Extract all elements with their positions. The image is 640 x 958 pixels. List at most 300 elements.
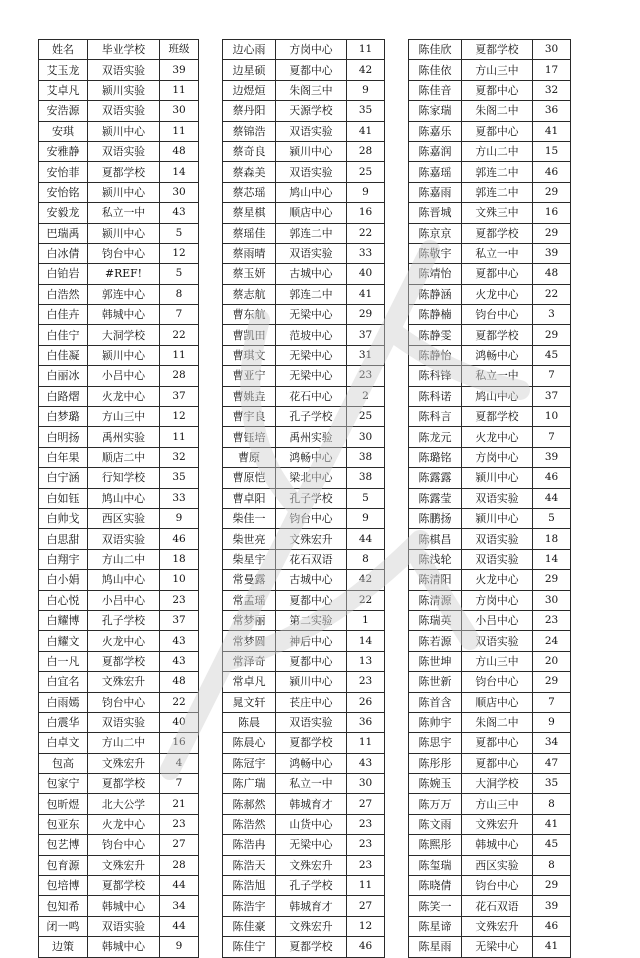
class-number: 9 (160, 508, 199, 528)
student-name: 安琪 (39, 121, 88, 141)
table-row (223, 203, 385, 223)
graduating-school: 夏都学校 (88, 162, 160, 182)
student-name: 陈鹏扬 (409, 508, 462, 528)
graduating-school: 小吕中心 (462, 610, 533, 630)
header-graduating-school: 毕业学校 (88, 40, 160, 60)
table-row (39, 712, 199, 732)
class-number: 27 (347, 794, 385, 814)
table-row (39, 325, 199, 345)
class-number: 18 (533, 529, 571, 549)
graduating-school: 禹州实验 (88, 427, 160, 447)
table-row (39, 835, 199, 855)
student-name: 白路熠 (39, 386, 88, 406)
table-row (223, 549, 385, 569)
student-name: 陈璐铭 (409, 447, 462, 467)
class-number: 36 (533, 101, 571, 121)
student-name: 常卓凡 (223, 672, 276, 692)
student-name: 陈佳音 (409, 80, 462, 100)
graduating-school: 古城中心 (276, 570, 347, 590)
graduating-school: 孔子学校 (276, 488, 347, 508)
graduating-school: 双语实验 (276, 243, 347, 263)
graduating-school: 鸠山中心 (88, 570, 160, 590)
student-name: 陈露莹 (409, 488, 462, 508)
table-row (409, 835, 571, 855)
class-number: 23 (347, 814, 385, 834)
table-row (39, 570, 199, 590)
table-row (409, 447, 571, 467)
table-row (223, 345, 385, 365)
graduating-school: 夏都学校 (276, 937, 347, 957)
class-number: 10 (533, 407, 571, 427)
class-number: 14 (160, 162, 199, 182)
graduating-school: 钧台中心 (88, 835, 160, 855)
class-number: 16 (160, 733, 199, 753)
class-number: 29 (533, 182, 571, 202)
table-row (409, 141, 571, 161)
student-name: 曹原恺 (223, 468, 276, 488)
header-row (39, 40, 199, 60)
class-number: 8 (347, 549, 385, 569)
graduating-school: 花石双语 (462, 896, 533, 916)
table-row (223, 774, 385, 794)
class-number: 40 (347, 264, 385, 284)
class-number: 11 (347, 876, 385, 896)
student-name: 陈静楠 (409, 305, 462, 325)
table-row (409, 549, 571, 569)
table-row (223, 80, 385, 100)
graduating-school: 朱阁二中 (462, 101, 533, 121)
table-row (39, 60, 199, 80)
student-name: 陈静怡 (409, 345, 462, 365)
table-row (39, 80, 199, 100)
student-name: 柴星宇 (223, 549, 276, 569)
table-row (409, 121, 571, 141)
class-number: 48 (160, 141, 199, 161)
table-row (409, 223, 571, 243)
student-name: 白耀文 (39, 631, 88, 651)
table-row (223, 651, 385, 671)
student-name: 陈浅轮 (409, 549, 462, 569)
table-row (39, 243, 199, 263)
graduating-school: 双语实验 (88, 712, 160, 732)
student-name: 陈浩天 (223, 855, 276, 875)
graduating-school: 西区实验 (462, 855, 533, 875)
class-number: 5 (347, 488, 385, 508)
table-row (223, 488, 385, 508)
table-row (39, 386, 199, 406)
class-number: 7 (160, 305, 199, 325)
graduating-school: 禹州实验 (276, 427, 347, 447)
graduating-school: 私立一中 (88, 203, 160, 223)
class-number: 9 (347, 80, 385, 100)
class-number: 5 (160, 223, 199, 243)
class-number: 14 (347, 631, 385, 651)
student-name: 蔡星棋 (223, 203, 276, 223)
student-name: 曹亚宁 (223, 366, 276, 386)
student-name: 蔡玉妍 (223, 264, 276, 284)
graduating-school: 大洞学校 (88, 325, 160, 345)
class-number: 11 (160, 80, 199, 100)
class-number: 46 (533, 916, 571, 936)
student-name: 柴世亮 (223, 529, 276, 549)
student-name: 陈家瑞 (409, 101, 462, 121)
graduating-school: 颍川中心 (276, 672, 347, 692)
class-number: 12 (160, 407, 199, 427)
student-name: 常曼露 (223, 570, 276, 590)
student-name: 陈文雨 (409, 814, 462, 834)
student-name: 曹钰培 (223, 427, 276, 447)
graduating-school: 私立一中 (462, 243, 533, 263)
class-number: 30 (533, 40, 571, 60)
class-number: 33 (347, 243, 385, 263)
graduating-school: 花石中心 (276, 386, 347, 406)
table-row (223, 508, 385, 528)
table-row (39, 651, 199, 671)
class-number: 48 (160, 672, 199, 692)
table-row (223, 366, 385, 386)
student-name: 蔡森美 (223, 162, 276, 182)
class-number: 34 (533, 733, 571, 753)
table-row (409, 284, 571, 304)
class-number: 44 (160, 916, 199, 936)
student-name: 白心悦 (39, 590, 88, 610)
graduating-school: 方岗中心 (462, 447, 533, 467)
class-number: 18 (160, 549, 199, 569)
student-name: 包昕煜 (39, 794, 88, 814)
graduating-school: 私立一中 (462, 366, 533, 386)
student-name: 白翔宇 (39, 549, 88, 569)
class-number: 22 (347, 590, 385, 610)
graduating-school: 火龙中心 (88, 386, 160, 406)
table-row (223, 407, 385, 427)
student-name: 陈佳依 (409, 60, 462, 80)
graduating-school: 鸠山中心 (462, 386, 533, 406)
graduating-school: 火龙中心 (88, 631, 160, 651)
table-row (409, 80, 571, 100)
graduating-school: 方山三中 (462, 794, 533, 814)
student-name: 陈京京 (409, 223, 462, 243)
table-row (39, 427, 199, 447)
class-number: 46 (533, 468, 571, 488)
class-number: 16 (533, 203, 571, 223)
table-row (223, 590, 385, 610)
graduating-school: 苌庄中心 (276, 692, 347, 712)
class-number: 29 (533, 325, 571, 345)
graduating-school: 双语实验 (462, 488, 533, 508)
graduating-school: 文殊宏升 (88, 753, 160, 773)
table-row (223, 325, 385, 345)
table-row (39, 305, 199, 325)
class-number: 37 (533, 386, 571, 406)
graduating-school: 朱阁三中 (276, 80, 347, 100)
class-number: 33 (160, 488, 199, 508)
class-number: 2 (347, 386, 385, 406)
class-number: 40 (160, 712, 199, 732)
class-number: 41 (347, 284, 385, 304)
table-row (39, 692, 199, 712)
graduating-school: 郭连二中 (462, 182, 533, 202)
table-row (39, 468, 199, 488)
student-name: 边策 (39, 937, 88, 957)
graduating-school: 郭连二中 (462, 162, 533, 182)
student-name: 常泽奇 (223, 651, 276, 671)
table-row (409, 570, 571, 590)
graduating-school: 孔子学校 (276, 407, 347, 427)
table-row (223, 386, 385, 406)
class-number: 41 (533, 937, 571, 957)
class-number: 30 (160, 101, 199, 121)
table-row (39, 631, 199, 651)
class-number: 11 (160, 345, 199, 365)
class-number: 8 (533, 855, 571, 875)
student-name: 陈浩然 (223, 814, 276, 834)
graduating-school: 颍川中心 (88, 121, 160, 141)
graduating-school: 双语实验 (462, 631, 533, 651)
student-name: 陈笑一 (409, 896, 462, 916)
graduating-school: 夏都学校 (88, 651, 160, 671)
class-number: 23 (347, 672, 385, 692)
student-name: 陈佳豪 (223, 916, 276, 936)
student-name: 白丽冰 (39, 366, 88, 386)
student-name: 陈清阳 (409, 570, 462, 590)
roster-table-2 (222, 39, 385, 958)
class-number: 9 (533, 712, 571, 732)
table-row (39, 529, 199, 549)
class-number: 37 (160, 386, 199, 406)
class-number: 30 (160, 182, 199, 202)
table-row (223, 529, 385, 549)
student-name: 陈冠宇 (223, 753, 276, 773)
graduating-school: 夏都学校 (462, 40, 533, 60)
class-number: 32 (160, 447, 199, 467)
class-number: 9 (347, 508, 385, 528)
table-row (409, 529, 571, 549)
table-row (409, 794, 571, 814)
table-row (409, 814, 571, 834)
graduating-school: 夏都学校 (276, 733, 347, 753)
graduating-school: 梁北中心 (276, 468, 347, 488)
student-name: 安浩源 (39, 101, 88, 121)
student-name: 陈彤彤 (409, 753, 462, 773)
table-row (409, 407, 571, 427)
class-number: 25 (347, 162, 385, 182)
graduating-school: 山货中心 (276, 814, 347, 834)
class-number: 27 (347, 896, 385, 916)
graduating-school: 鸿畅中心 (462, 345, 533, 365)
class-number: 39 (160, 60, 199, 80)
class-number: 29 (347, 305, 385, 325)
class-number: 35 (160, 468, 199, 488)
class-number: 30 (533, 590, 571, 610)
table-row (223, 733, 385, 753)
class-number: 35 (533, 774, 571, 794)
student-name: 陈浩旭 (223, 876, 276, 896)
student-name: 陈嘉润 (409, 141, 462, 161)
graduating-school: 郭连中心 (88, 284, 160, 304)
table-row (39, 814, 199, 834)
graduating-school: 钧台中心 (88, 243, 160, 263)
table-row (223, 40, 385, 60)
graduating-school: 文殊宏升 (88, 855, 160, 875)
graduating-school: 夏都中心 (462, 753, 533, 773)
table-row (409, 366, 571, 386)
student-name: 白如钰 (39, 488, 88, 508)
class-number: 43 (347, 753, 385, 773)
table-row (409, 468, 571, 488)
student-name: 白帅戈 (39, 508, 88, 528)
class-number: 23 (160, 814, 199, 834)
table-row (409, 264, 571, 284)
student-name: 陈佳欣 (409, 40, 462, 60)
student-name: 陈广瑞 (223, 774, 276, 794)
table-row (223, 60, 385, 80)
student-name: 边星硕 (223, 60, 276, 80)
class-number: 8 (533, 794, 571, 814)
student-name: 陈露露 (409, 468, 462, 488)
graduating-school: 顺店中心 (462, 692, 533, 712)
student-name: 白冰倩 (39, 243, 88, 263)
graduating-school: 夏都中心 (276, 651, 347, 671)
class-number: 28 (160, 855, 199, 875)
table-row (409, 345, 571, 365)
table-row (223, 243, 385, 263)
class-number: 22 (347, 223, 385, 243)
student-name: 白年果 (39, 447, 88, 467)
graduating-school: 鸿畅中心 (276, 753, 347, 773)
table-row (223, 264, 385, 284)
graduating-school: 韩城育才 (276, 794, 347, 814)
class-number: 23 (347, 835, 385, 855)
graduating-school: 火龙中心 (88, 814, 160, 834)
table-row (409, 488, 571, 508)
table-row (223, 814, 385, 834)
table-row (409, 896, 571, 916)
table-row (409, 101, 571, 121)
student-name: 常孟瑶 (223, 590, 276, 610)
graduating-school: 双语实验 (276, 121, 347, 141)
table-row (223, 162, 385, 182)
class-number: 28 (160, 366, 199, 386)
table-row (409, 40, 571, 60)
student-name: 白思甜 (39, 529, 88, 549)
class-number: 41 (347, 121, 385, 141)
graduating-school: 孔子学校 (276, 876, 347, 896)
graduating-school: 夏都学校 (88, 876, 160, 896)
graduating-school: 无梁中心 (276, 345, 347, 365)
table-row (409, 590, 571, 610)
graduating-school: 夏都中心 (276, 60, 347, 80)
table-row (39, 672, 199, 692)
class-number: 21 (160, 794, 199, 814)
class-number: 7 (533, 366, 571, 386)
class-number: 43 (160, 631, 199, 651)
class-number: 11 (160, 121, 199, 141)
student-name: 包亚东 (39, 814, 88, 834)
student-name: 蔡志航 (223, 284, 276, 304)
table-row (39, 345, 199, 365)
student-name: 艾玉龙 (39, 60, 88, 80)
class-number: 39 (533, 896, 571, 916)
table-row (39, 121, 199, 141)
student-name: 白卓文 (39, 733, 88, 753)
graduating-school: 双语实验 (88, 60, 160, 80)
graduating-school: 西区实验 (88, 508, 160, 528)
graduating-school: 钧台中心 (88, 692, 160, 712)
student-name: 白一凡 (39, 651, 88, 671)
student-name: 白震华 (39, 712, 88, 732)
student-name: 边煜烜 (223, 80, 276, 100)
student-name: 陈嘉瑶 (409, 162, 462, 182)
table-row (223, 141, 385, 161)
graduating-school: 私立一中 (276, 774, 347, 794)
table-row (223, 468, 385, 488)
student-name: 陈嘉乐 (409, 121, 462, 141)
table-row (39, 162, 199, 182)
graduating-school: 夏都中心 (276, 590, 347, 610)
student-name: 陈静雯 (409, 325, 462, 345)
graduating-school: 钧台中心 (462, 672, 533, 692)
table-row (409, 876, 571, 896)
graduating-school: 夏都中心 (462, 121, 533, 141)
class-number: 39 (533, 447, 571, 467)
class-number: 20 (533, 651, 571, 671)
student-name: 蔡瑶佳 (223, 223, 276, 243)
student-name: 包育源 (39, 855, 88, 875)
table-row (39, 447, 199, 467)
class-number: 37 (160, 610, 199, 630)
class-number: 46 (160, 529, 199, 549)
table-row (223, 916, 385, 936)
graduating-school: 第二实验 (276, 610, 347, 630)
graduating-school: 颍川中心 (276, 141, 347, 161)
graduating-school: 郭连二中 (276, 284, 347, 304)
table-row (223, 712, 385, 732)
table-row (223, 672, 385, 692)
graduating-school: 方山二中 (88, 733, 160, 753)
student-name: 曹琪文 (223, 345, 276, 365)
student-name: 陈科言 (409, 407, 462, 427)
class-number: 11 (347, 40, 385, 60)
table-row (39, 141, 199, 161)
graduating-school: 文殊宏升 (276, 916, 347, 936)
table-row (409, 651, 571, 671)
student-name: 陈婉玉 (409, 774, 462, 794)
table-row (223, 570, 385, 590)
table-row (39, 753, 199, 773)
table-row (223, 937, 385, 957)
class-number: 5 (533, 508, 571, 528)
class-number: 7 (160, 774, 199, 794)
graduating-school: 北大公学 (88, 794, 160, 814)
table-row (39, 488, 199, 508)
table-row (39, 937, 199, 957)
class-number: 7 (533, 692, 571, 712)
table-row (223, 447, 385, 467)
class-number: 10 (160, 570, 199, 590)
table-row (409, 325, 571, 345)
table-row (409, 774, 571, 794)
graduating-school: 双语实验 (88, 529, 160, 549)
graduating-school: 文殊三中 (462, 203, 533, 223)
class-number: 5 (160, 264, 199, 284)
graduating-school: 方山三中 (88, 407, 160, 427)
student-name: 陈熙彤 (409, 835, 462, 855)
student-name: 白佳卉 (39, 305, 88, 325)
graduating-school: 方山二中 (88, 549, 160, 569)
student-name: 安怡菲 (39, 162, 88, 182)
graduating-school: 双语实验 (88, 141, 160, 161)
graduating-school: 范坡中心 (276, 325, 347, 345)
